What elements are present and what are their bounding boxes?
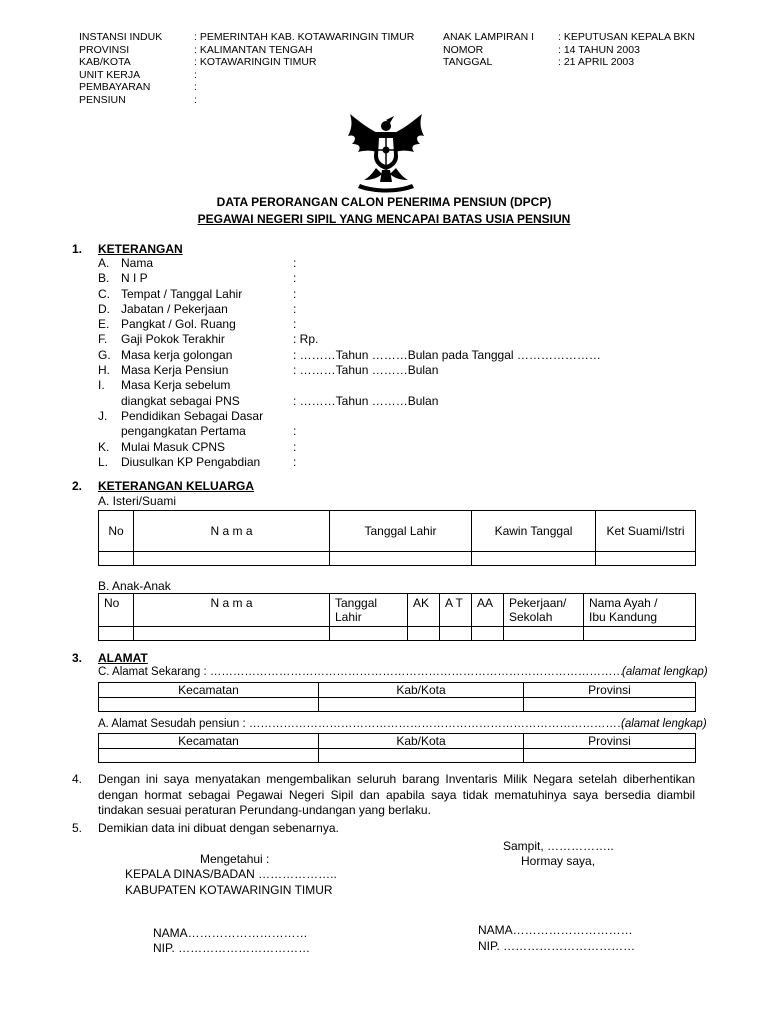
header-right-labels	[443, 31, 534, 69]
regency-name: KABUPATEN KOTAWARINGIN TIMUR	[125, 883, 333, 897]
header-label: NOMOR	[443, 43, 484, 56]
header-left-values	[194, 31, 414, 107]
table-header-cell: Kecamatan	[99, 734, 319, 749]
table-header-cell: No	[99, 594, 134, 627]
item-value: :	[293, 454, 297, 469]
item-key: A.	[98, 256, 110, 270]
signer-left-name: NAMA…………………………	[153, 926, 308, 940]
table-cell[interactable]	[99, 627, 134, 641]
header-value: : 21 APRIL 2003	[558, 56, 635, 69]
item-key: E.	[98, 317, 110, 332]
table-cell[interactable]	[472, 552, 596, 566]
table-cell[interactable]	[472, 627, 504, 641]
item-key: F.	[98, 332, 108, 347]
table-header-cell: Pekerjaan/ Sekolah	[504, 594, 584, 627]
table-cell[interactable]	[330, 552, 472, 566]
table-header-cell: Provinsi	[524, 683, 696, 698]
table-cell[interactable]	[440, 627, 472, 641]
item-label: diangkat sebagai PNS	[121, 393, 240, 408]
header-value: : KOTAWARINGIN TIMUR	[194, 56, 317, 69]
item-label: Nama	[121, 256, 154, 270]
section1-keys	[98, 256, 111, 470]
item-value: :	[293, 256, 297, 270]
header-value: :	[194, 68, 197, 81]
header-right-values	[558, 31, 695, 69]
table-header-row	[99, 734, 696, 749]
item-label: Diusulkan KP Pengabdian	[121, 454, 261, 469]
section1-values	[293, 256, 601, 470]
after-address-note: (alamat lengkap)	[621, 718, 707, 730]
section-title: KETERANGAN KELUARGA	[98, 479, 254, 493]
item-key: C.	[98, 286, 110, 301]
children-table	[98, 593, 696, 641]
current-address-note: (alamat lengkap)	[622, 666, 708, 678]
header-label: UNIT KERJA	[79, 68, 141, 81]
table-header-cell: AK	[408, 594, 440, 627]
table-header-cell: Kab/Kota	[319, 683, 524, 698]
table-row	[99, 698, 696, 712]
table-cell[interactable]	[319, 698, 524, 712]
item-label: Mulai Masuk CPNS	[121, 439, 226, 454]
current-address-table	[98, 682, 696, 712]
header-label: INSTANSI INDUK	[79, 31, 163, 43]
table-header-cell: Ket Suami/Istri	[596, 511, 696, 552]
table-header-cell: N a m a	[134, 511, 330, 552]
table-cell[interactable]	[99, 749, 319, 763]
section-number: 5.	[72, 821, 83, 835]
item-key: L.	[98, 454, 109, 469]
header-label: TANGGAL	[443, 56, 493, 69]
header-left-labels	[79, 31, 162, 107]
item-value: : Rp.	[293, 332, 319, 347]
table-cell[interactable]	[99, 698, 319, 712]
item-key: J.	[98, 408, 108, 423]
item-value: :	[293, 424, 297, 439]
item-value: :	[293, 271, 297, 286]
signature-respect: Hormay saya,	[521, 854, 596, 868]
header-label: PROVINSI	[79, 43, 130, 56]
table-header-row	[99, 511, 696, 552]
item-value: : ………Tahun ………Bulan	[293, 363, 439, 378]
table-header-row	[99, 683, 696, 698]
document-title-line2	[0, 212, 768, 226]
item-value: :	[293, 439, 297, 454]
table-cell[interactable]	[584, 627, 696, 641]
table-row	[99, 749, 696, 763]
table-header-cell: Kab/Kota	[319, 734, 524, 749]
declaration-text: Dengan ini saya menyatakan mengembalikan seluruh barang Inventaris Milik Negara setelah diberhentikan dengan hormat sebagai Pegawai Negeri Sipil dan apabila saya tidak mematuhinya saya bersedia diambil tindakan sesuai peraturan Perundang-undangan yang berlaku.	[98, 772, 695, 817]
item-label: Masa Kerja sebelum	[121, 378, 231, 393]
item-value: : ………Tahun ………Bulan pada Tanggal …………………	[293, 347, 601, 362]
table-header-cell: Tanggal Lahir	[330, 594, 408, 627]
signer-right-name: NAMA…………………………	[478, 923, 633, 937]
table-cell[interactable]	[524, 749, 696, 763]
table-header-cell: Provinsi	[524, 734, 696, 749]
table-cell[interactable]	[408, 627, 440, 641]
table-cell[interactable]	[596, 552, 696, 566]
after-address-table	[98, 733, 696, 763]
table-header-cell: Kecamatan	[99, 683, 319, 698]
header-value: : KALIMANTAN TENGAH	[194, 43, 313, 56]
item-key: G.	[98, 347, 111, 362]
table-cell[interactable]	[504, 627, 584, 641]
table-cell[interactable]	[330, 627, 408, 641]
table-cell[interactable]	[134, 627, 330, 641]
item-key: H.	[98, 363, 110, 378]
table-header-cell: Nama Ayah / Ibu Kandung	[584, 594, 696, 627]
signature-place-date: Sampit, ……………..	[503, 839, 614, 853]
table-cell[interactable]	[319, 749, 524, 763]
item-label: Jabatan / Pekerjaan	[121, 301, 228, 316]
header-value: :	[194, 81, 197, 94]
head-of-office: KEPALA DINAS/BADAN ………………..	[125, 867, 337, 881]
item-key: K.	[98, 439, 110, 454]
item-label: Masa kerja golongan	[121, 347, 233, 362]
document-title-line1: DATA PERORANGAN CALON PENERIMA PENSIUN (DPCP)	[216, 195, 552, 209]
section-number: 1.	[72, 242, 83, 256]
table-header-row	[99, 594, 696, 627]
item-key: I.	[98, 378, 105, 393]
table-header-cell: Tanggal Lahir	[330, 511, 472, 552]
table-header-cell: AA	[472, 594, 504, 627]
item-label: Tempat / Tanggal Lahir	[121, 286, 243, 301]
section-title: KETERANGAN	[98, 242, 183, 256]
spouse-subtitle: A. Isteri/Suami	[98, 494, 177, 508]
table-header-cell: N a m a	[134, 594, 330, 627]
item-value: :	[293, 317, 297, 332]
section-title: ALAMAT	[98, 651, 148, 665]
table-header-cell: No	[99, 511, 134, 552]
table-cell[interactable]	[524, 698, 696, 712]
header-value: : 14 TAHUN 2003	[558, 43, 640, 56]
after-address-label: A. Alamat Sesudah pensiun : ………………………………………………………………………………………	[98, 718, 629, 730]
table-row	[99, 627, 696, 641]
item-label: N I P	[121, 271, 148, 286]
closing-text: Demikian data ini dibuat dengan sebenarnya.	[98, 821, 339, 835]
header-value: :	[194, 93, 197, 106]
header-label: ANAK LAMPIRAN I	[443, 31, 535, 43]
item-key: B.	[98, 271, 110, 286]
document-title-line2-text: PEGAWAI NEGERI SIPIL YANG MENCAPAI BATAS USIA PENSIUN	[197, 212, 571, 226]
item-key: D.	[98, 301, 110, 316]
garuda-emblem-icon	[344, 112, 428, 194]
section1-labels	[121, 256, 263, 470]
spouse-table	[98, 510, 696, 566]
section-number: 4.	[72, 772, 83, 786]
item-value: : ………Tahun ………Bulan	[293, 393, 439, 408]
table-header-cell: A T	[440, 594, 472, 627]
header-label: PEMBAYARAN	[79, 81, 151, 94]
table-cell[interactable]	[99, 552, 134, 566]
signer-right-nip: NIP. ……………………………	[478, 939, 636, 953]
section-number: 3.	[72, 651, 83, 665]
table-row	[99, 552, 696, 566]
signer-left-nip: NIP. ……………………………	[153, 941, 311, 955]
header-value: : KEPUTUSAN KEPALA BKN	[558, 31, 695, 43]
header-label: KAB/KOTA	[79, 56, 131, 69]
current-address-label: C. Alamat Sekarang : ………………………………………………………………………………………………	[98, 666, 624, 678]
item-value: :	[293, 301, 297, 316]
header-label: PENSIUN	[79, 93, 126, 106]
acknowledged-label: Mengetahui :	[200, 852, 270, 866]
table-cell[interactable]	[134, 552, 330, 566]
header-value: : PEMERINTAH KAB. KOTAWARINGIN TIMUR	[194, 31, 415, 43]
item-label: Masa Kerja Pensiun	[121, 363, 229, 378]
section-number: 2.	[72, 479, 83, 493]
item-label: pengangkatan Pertama	[121, 424, 246, 439]
item-label: Gaji Pokok Terakhir	[121, 332, 225, 347]
item-value: :	[293, 286, 297, 301]
table-header-cell: Kawin Tanggal	[472, 511, 596, 552]
children-subtitle: B. Anak-Anak	[98, 579, 171, 593]
item-label: Pangkat / Gol. Ruang	[121, 317, 236, 332]
item-label: Pendidikan Sebagai Dasar	[121, 408, 264, 423]
